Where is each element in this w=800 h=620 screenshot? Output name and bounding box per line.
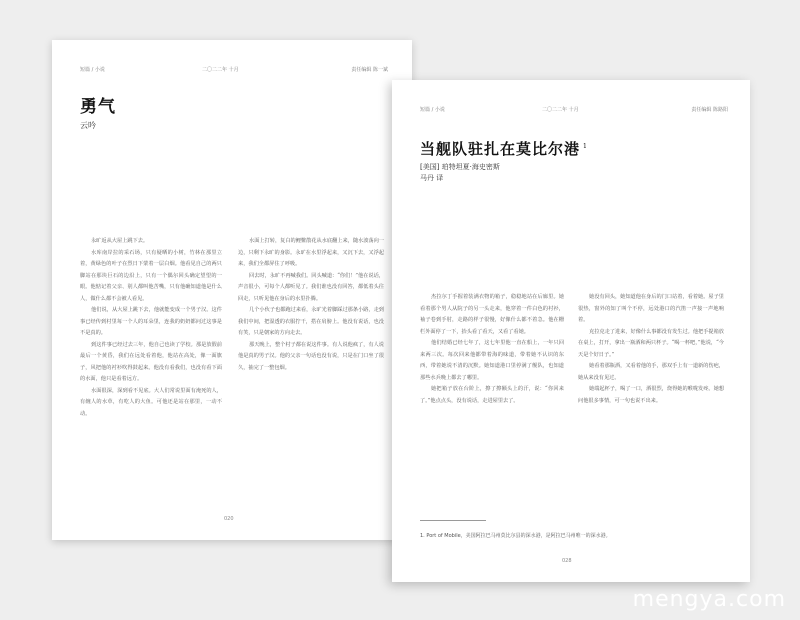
paragraph: 水库南岸拉的采石场，只有疑晒的小树，竹林在那里立着，黄绿色的叶子在烈日下蒙着一层白烟。他看见自己的两只脚站在那块巨石的边沿上，只有一个偶尔回头确定望望的一眼。他惦记着父亲、别人都叫他苦嘴，只有他确知道他是什么人，做什么都不会被人看见。 xyxy=(80,249,222,302)
paragraph: 水面上打转，复白的鲤鳖散花从水底翻上来，随水波荡向一边，只剩下永旷的身影。永旷在水里浮起来，又沉下去，又浮起来，我们全都屏住了呼吸。 xyxy=(238,238,384,267)
running-header-date: 二〇二二年 十月 xyxy=(202,67,239,73)
paragraph: 那天晚上，整个村子都在说这件事。有人说他疯了，有人说他是真的男子汉。他的父亲一句话也没有说，只是在门口坐了很久，抽完了一整包烟。 xyxy=(238,341,384,371)
paragraph: 她看着那瓶酒，又看着他的手，那双手上有一道新的伤疤，她从来没有见过。 xyxy=(578,363,724,381)
paragraph: 永旷返从大屋上跳下去。 xyxy=(91,238,149,244)
footnote-rule xyxy=(420,520,486,521)
paragraph: 到这件事已经过去三年，他自己也读了学校。那是放假前最后一个黄昏，我们在远处看着他，他站在高处，像一面旗子，风把他的衬衫吹得鼓起来。他没有看我们，也没有看下面的水面，他只是看着远方。 xyxy=(80,341,222,382)
story-author: [美国] 珀特坦夏·海史密斯 xyxy=(420,163,500,171)
running-header-left: 短篇 / 小说 xyxy=(420,107,445,113)
watermark-text: mengya.com xyxy=(632,587,786,612)
story-title: 勇气 xyxy=(80,97,116,117)
story-author: 云吟 xyxy=(80,121,96,130)
left-page xyxy=(52,40,412,540)
paragraph: 克拉克走了进来，好像什么事都没有发生过。他把手提箱放在桌上，打开，拿出一瓶酒和两只杯子。“喝一杯吧，”他说，“今天是个好日子。” xyxy=(578,328,724,358)
footnote-marker[interactable]: 1 xyxy=(583,143,588,150)
paragraph: 回去时，永旷不再喊我们。回头喊道：“你们！”他在说话，声音很小，可每个人都听见了。我们谁也没有回答，都低着头往回走，只听见他在身后的水里扑腾。 xyxy=(238,272,384,302)
footnote-text: 1. Port of Mobile，美国阿拉巴马州莫比尔县的深水港，是阿拉巴马州唯一的深水港。 xyxy=(420,533,611,539)
paragraph: 杰拉尔丁手握着装满衣物的箱子，稳稳地站在后廊里。她看着那个男人从院子的另一头走来，他穿着一件白色的衬衫，袖子卷到手肘，走路的样子很慢，好像什么都不着急。他在栅栏外面停了一下，抬头看了看天，又看了看她。 xyxy=(420,294,564,335)
body-column-1 xyxy=(80,236,222,508)
paragraph: 她没有回头，她知道他在身后的门口站着，看着她。屋子里很热，窗外的知了叫个不停，远处港口的汽笛一声接一声地响着。 xyxy=(578,294,724,323)
paragraph: 几个小伙子也都跑过来看，永旷光着脚踩过那条小路，走到我们中间，把湿透的衣服拧干，搭在肩膀上。他没有说话，也没有笑，只是朝家的方向走去。 xyxy=(238,307,384,336)
page-number: 020 xyxy=(224,516,234,522)
body-column-2 xyxy=(578,292,724,470)
running-header-editor: 责任编辑 陈路阳 xyxy=(691,107,728,113)
paragraph: 他们结婚已经七年了，这七年里他一直在船上，一年只回来两三次。每次回来他都带着海的味道，带着她不认识的东西，带着她说不清的沉默。她知道港口里停满了舰队，也知道那些水兵晚上都去了哪里。 xyxy=(420,340,564,381)
running-header-date: 二〇二二年 十月 xyxy=(542,107,579,113)
running-header-editor: 责任编辑 陈一斌 xyxy=(351,67,388,73)
story-title-text: 当舰队驻扎在莫比尔港 xyxy=(420,140,581,158)
paragraph: 她端起杯子，喝了一口，酒很烈，烧得她的喉咙发疼。她想问他很多事情，可一句也说不出来。 xyxy=(578,386,724,404)
story-title xyxy=(420,138,588,159)
paragraph: 她把箱子放在台阶上，擦了擦额头上的汗，说：“你回来了。”他点点头，没有说话，走进屋里去了。 xyxy=(420,386,564,404)
paragraph: 他们说，从大屋上跳下去，他就能变成一个男子汉。这件事已经传到村里每一个人的耳朵里，连我的奶奶都问过这事是不是真的。 xyxy=(80,307,222,336)
page-number: 028 xyxy=(562,558,572,564)
paragraph: 水面很深，深到看不见底。大人们常说里面有淹死的人，有缠人的水草，有吃人的大鱼。可他还是站在那里，一动不动。 xyxy=(80,387,222,417)
right-page xyxy=(392,80,750,582)
body-column-2 xyxy=(238,236,384,498)
body-column-1 xyxy=(420,292,564,502)
running-header-left: 短篇 / 小说 xyxy=(80,67,105,73)
story-translator: 马丹 译 xyxy=(420,174,444,182)
